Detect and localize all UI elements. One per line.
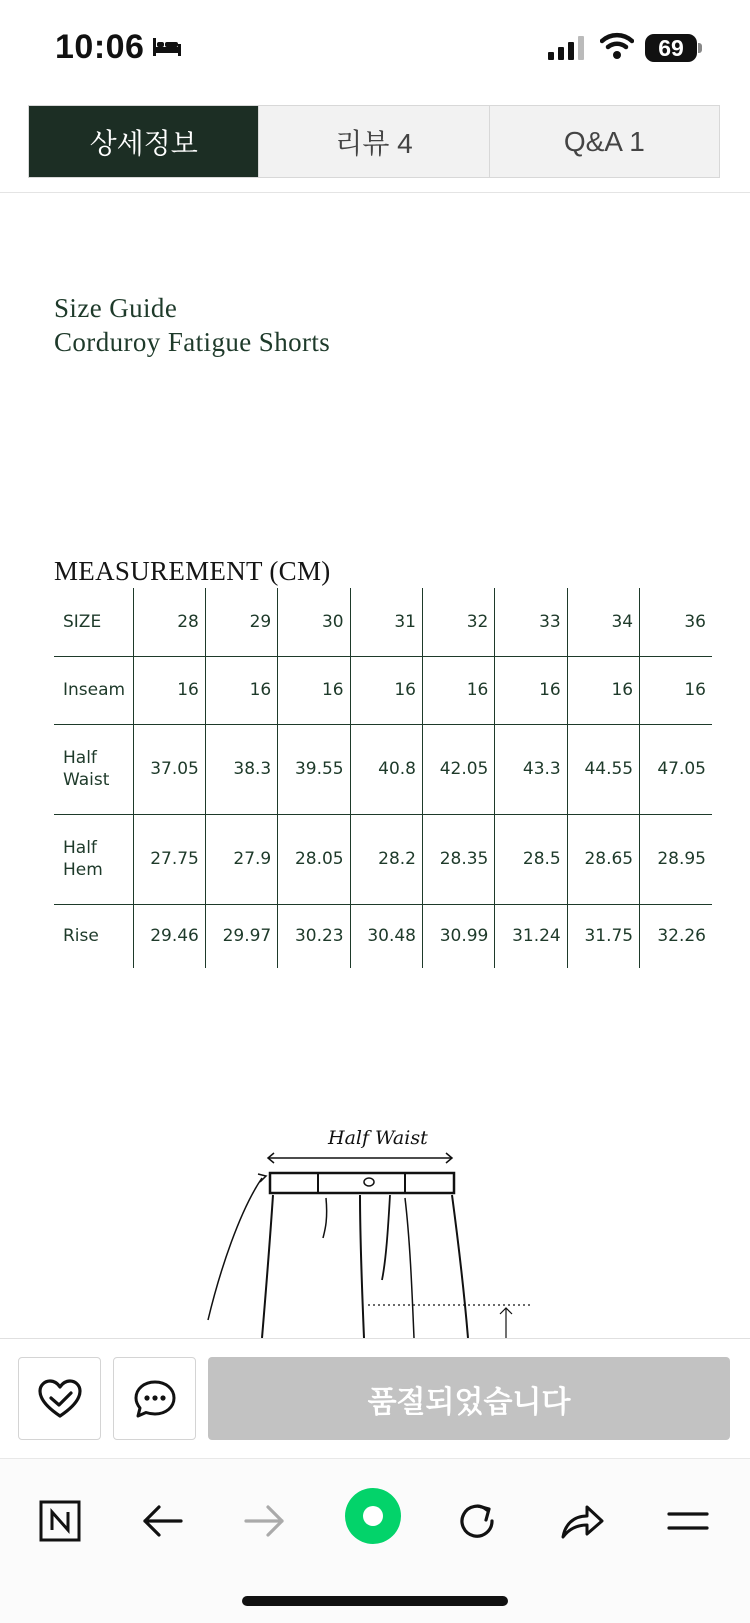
table-cell: 30: [278, 588, 350, 656]
table-cell: 32: [423, 588, 495, 656]
size-guide-title: Size Guide: [54, 293, 178, 323]
table-cell: 16: [278, 656, 350, 724]
table-cell: 43.3: [495, 724, 567, 814]
table-cell: 30.48: [350, 904, 422, 968]
battery-level: 69: [645, 34, 697, 62]
table-cell: 31: [350, 588, 422, 656]
row-label: [54, 814, 133, 904]
size-table: [54, 588, 712, 968]
refresh-icon: [456, 1500, 498, 1542]
menu-icon: [667, 1506, 709, 1536]
battery-tip: [698, 43, 702, 53]
home-indicator[interactable]: [242, 1596, 508, 1606]
soldout-button[interactable]: 품절되었습니다: [208, 1357, 730, 1440]
table-cell: 16: [133, 656, 205, 724]
table-cell: 29.97: [205, 904, 277, 968]
table-cell: 28.5: [495, 814, 567, 904]
table-cell: 28.05: [278, 814, 350, 904]
status-time: 10:06: [55, 28, 145, 66]
row-label: [54, 724, 133, 814]
table-cell: 34: [567, 588, 639, 656]
row-label-line2: Hem: [63, 860, 103, 880]
row-label: SIZE: [63, 611, 102, 632]
tab-qna[interactable]: Q&A 1: [489, 106, 719, 177]
table-cell: 16: [423, 656, 495, 724]
table-cell: 16: [495, 656, 567, 724]
table-row: [54, 814, 712, 904]
table-cell: 40.8: [350, 724, 422, 814]
table-cell: 27.9: [205, 814, 277, 904]
table-cell: 44.55: [567, 724, 639, 814]
table-cell: 29: [205, 588, 277, 656]
back-button[interactable]: [132, 1491, 192, 1551]
table-cell: 29.46: [133, 904, 205, 968]
chat-bubble-icon: [133, 1378, 177, 1420]
row-label-line2: Waist: [63, 770, 110, 790]
row-label-line1: Half: [63, 838, 97, 858]
table-cell: 37.05: [133, 724, 205, 814]
table-cell: 16: [567, 656, 639, 724]
refresh-button[interactable]: [447, 1491, 507, 1551]
table-cell: 47.05: [640, 724, 712, 814]
table-cell: 16: [350, 656, 422, 724]
forward-button[interactable]: [235, 1491, 295, 1551]
back-arrow-icon: [141, 1504, 183, 1538]
half-waist-label: Half Waist: [328, 1127, 428, 1149]
naver-n-icon: [39, 1500, 81, 1542]
table-cell: 16: [640, 656, 712, 724]
table-cell: 28.65: [567, 814, 639, 904]
table-row: [54, 724, 712, 814]
menu-button[interactable]: [658, 1491, 718, 1551]
table-row: [54, 656, 712, 724]
naver-home-button[interactable]: [30, 1491, 90, 1551]
share-icon: [559, 1501, 605, 1541]
table-cell: 32.26: [640, 904, 712, 968]
row-label: Rise: [54, 904, 133, 968]
tab-reviews[interactable]: 리뷰 4: [258, 106, 488, 177]
table-cell: 31.75: [567, 904, 639, 968]
like-button[interactable]: [18, 1357, 101, 1440]
table-cell: 30.23: [278, 904, 350, 968]
shorts-diagram: [190, 1120, 550, 1338]
table-cell: 42.05: [423, 724, 495, 814]
table-cell: 28.2: [350, 814, 422, 904]
detail-tabs: [28, 105, 720, 178]
green-dot-button[interactable]: [344, 1487, 402, 1545]
share-button[interactable]: [552, 1491, 612, 1551]
product-name: Corduroy Fatigue Shorts: [54, 327, 331, 357]
heart-check-icon: [37, 1378, 83, 1420]
measurement-title: MEASUREMENT (CM): [54, 556, 331, 586]
table-cell: 28: [133, 588, 205, 656]
purchase-action-bar: [0, 1338, 750, 1458]
forward-arrow-icon: [244, 1504, 286, 1538]
table-cell: 38.3: [205, 724, 277, 814]
chat-button[interactable]: [113, 1357, 196, 1440]
wifi-icon: [600, 32, 634, 60]
cellular-signal-icon: [548, 36, 586, 60]
table-cell: 27.75: [133, 814, 205, 904]
bed-icon: [152, 36, 182, 58]
table-row: [54, 588, 712, 656]
table-row: [54, 904, 712, 968]
row-label: Inseam: [54, 656, 133, 724]
table-cell: 28.35: [423, 814, 495, 904]
row-label-line1: Half: [63, 748, 97, 768]
tabs-divider: [0, 192, 750, 193]
table-cell: 30.99: [423, 904, 495, 968]
tab-details[interactable]: 상세정보: [29, 106, 258, 177]
table-cell: 36: [640, 588, 712, 656]
table-cell: 28.95: [640, 814, 712, 904]
green-circle-icon: [344, 1487, 402, 1545]
table-cell: 16: [205, 656, 277, 724]
table-cell: 31.24: [495, 904, 567, 968]
table-cell: 39.55: [278, 724, 350, 814]
table-cell: 33: [495, 588, 567, 656]
status-bar: [0, 0, 750, 100]
